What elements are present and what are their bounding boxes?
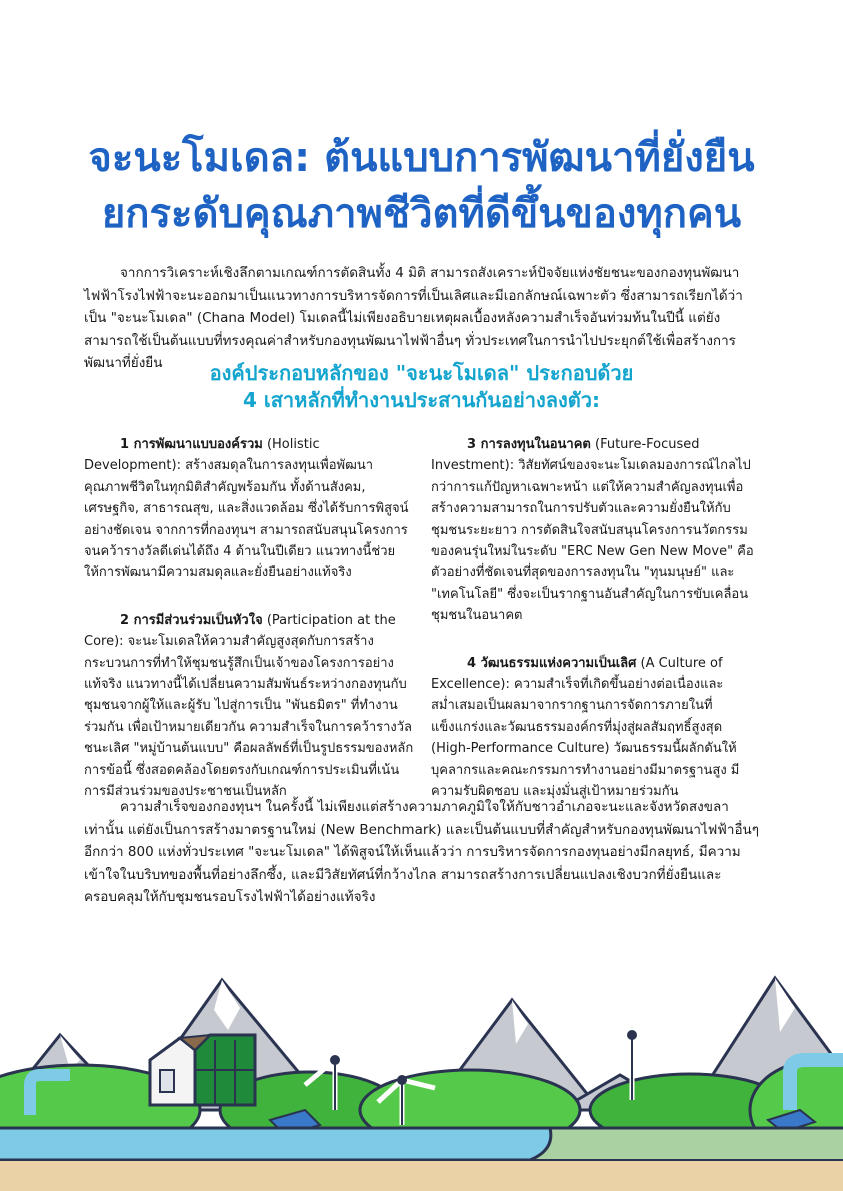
- closing-paragraph: ความสำเร็จของกองทุนฯ ในครั้งนี้ ไม่เพียงแต่สร้างความภาคภูมิใจให้กับชาวอำเภอจะนะและจังหวัดสงขลาเท่านั้น แต่ยังเป็นการสร้างมาตรฐานใหม่ (New Benchmark) และเป็นต้นแบบที่สำคัญสำหรับกองทุนพัฒนาไฟฟ้าอื่นๆ อีกกว่า 800 แห่งทั่วประเทศ "จะนะโมเดล" ได้พิสูจน์ให้เห็นแล้วว่า การบริหารจัดการกองทุนอย่างมีกลยุทธ์, มีความเข้าใจในบริบทของพื้นที่อย่างลึกซึ้ง, และมีวิสัยทัศน์ที่กว้างไกล สามารถสร้างการเปลี่ยนแปลงเชิงบวกที่ยั่งยืนและครอบคลุมให้กับชุมชนรอบโรงไฟฟ้าได้อย่างแท้จริง: [84, 799, 760, 905]
- intro-paragraph: จากการวิเคราะห์เชิงลึกตามเกณฑ์การตัดสินทั้ง 4 มิติ สามารถสังเคราะห์ปัจจัยแห่งชัยชนะของกองทุนพัฒนาไฟฟ้าโรงไฟฟ้าจะนะออกมาเป็นแนวทางการบริหารจัดการที่เป็นเลิศและมีเอกลักษณ์เฉพาะตัว ซึ่งสามารถเรียกได้ว่าเป็น "จะนะโมเดล" (Chana Model) โมเดลนี้ไม่เพียงอธิบายเหตุผลเบื้องหลังความสำเร็จอันท่วมท้นในปีนี้ แต่ยังสามารถใช้เป็นต้นแบบที่ทรงคุณค่าสำหรับกองทุนพัฒนาไฟฟ้าอื่นๆ ทั่วประเทศในการนำไปประยุกต์ใช้เพื่อสร้างการพัฒนาที่ยั่งยืน: [84, 265, 743, 371]
- pillar-2: [84, 610, 414, 803]
- pillar-1-title: 1 การพัฒนาแบบองค์รวม: [120, 437, 263, 452]
- pillar-3-body: (Future-Focused Investment): วิสัยทัศน์ของจะนะโมเดลมองการณ์ไกลไปกว่าการแก้ปัญหาเฉพาะหน้า แต่ให้ความสำคัญลงทุนเพื่อสร้างความสามารถในการปรับตัวและความยั่งยืนให้กับชุมชนระยะยาว การตัดสินใจสนับสนุนโครงการนวัตกรรมของคนรุ่นใหม่ในระดับ "ERC New Gen New Move" คือตัวอย่างที่ชัดเจนที่สุดของการลงทุนใน "ทุนมนุษย์" และ "เทคโนโลยี" ซึ่งจะเป็นรากฐานอันสำคัญในการขับเคลื่อนชุมชนในอนาคต: [431, 437, 754, 624]
- page-title: จะนะโมเดล: ต้นแบบการพัฒนาที่ยั่งยืน: [88, 135, 755, 181]
- pillar-2-body: (Participation at the Core): จะนะโมเดลให้ความสำคัญสูงสุดกับการสร้างกระบวนการที่ทำให้ชุมชนรู้สึกเป็นเจ้าของโครงการอย่างแท้จริง แนวทางนี้ได้เปลี่ยนความสัมพันธ์ระหว่างกองทุนกับชุมชนจากผู้ให้และผู้รับ ไปสู่การเป็น "พันธมิตร" ที่ทำงานร่วมกัน เพื่อเป้าหมายเดียวกัน ความสำเร็จในการคว้ารางวัลชนะเลิศ "หมู่บ้านต้นแบบ" คือผลลัพธ์ที่เป็นรูปธรรมของหลักการข้อนี้ ซึ่งสอดคล้องโดยตรงกับเกณฑ์การประเมินที่เน้นการมีส่วนร่วมของประชาชนเป็นหลัก: [84, 612, 414, 800]
- pillar-3: [431, 434, 761, 627]
- right-column: [431, 434, 761, 829]
- pillar-1-body: (Holistic Development): สร้างสมดุลในการลงทุนเพื่อพัฒนาคุณภาพชีวิตในทุกมิติสำคัญพร้อมกัน ทั้งด้านสังคม, เศรษฐกิจ, สาธารณสุข, และสิ่งแวดล้อม ซึ่งได้รับการพิสูจน์อย่างชัดเจน จากการที่กองทุนฯ สามารถสนับสนุนโครงการจนคว้ารางวัลดีเด่นได้ถึง 4 ด้านในปีเดียว แนวทางนี้ช่วยให้การพัฒนามีความสมดุลและยั่งยืนอย่างแท้จริง: [84, 437, 409, 581]
- section-heading: องค์ประกอบหลักของ "จะนะโมเดล" ประกอบด้วย: [209, 361, 634, 385]
- river-icon: [0, 1128, 843, 1191]
- page-subtitle: ยกระดับคุณภาพชีวิตที่ดีขึ้นของทุกคน: [101, 191, 742, 237]
- pillar-4-title: 4 วัฒนธรรมแห่งความเป็นเลิศ: [467, 655, 637, 671]
- pillar-1: [84, 434, 414, 584]
- house-icon: [150, 1035, 255, 1105]
- section-heading-sub: 4 เสาหลักที่ทำงานประสานกันอย่างลงตัว:: [242, 388, 600, 412]
- pillar-4: [431, 653, 761, 803]
- left-column: [84, 434, 414, 829]
- pillar-2-title: 2 การมีส่วนร่วมเป็นหัวใจ: [120, 612, 263, 628]
- pillar-4-body: (A Culture of Excellence): ความสำเร็จที่เกิดขึ้นอย่างต่อเนื่องและสม่ำเสมอเป็นผลมาจากรากฐานการจัดการภายในที่แข็งแกร่งและวัฒนธรรมองค์กรที่มุ่งสู่ผลสัมฤทธิ์สูงสุด (High-Performance Culture) วัฒนธรรมนี้ผลักดันให้บุคลากรและคณะกรรมการทำงานอย่างมีมาตรฐานสูง มีความรับผิดชอบ และมุ่งมั่นสู่เป้าหมายร่วมกัน: [431, 655, 740, 800]
- pillar-3-title: 3 การลงทุนในอนาคต: [467, 437, 591, 452]
- landscape-illustration: [0, 960, 843, 1191]
